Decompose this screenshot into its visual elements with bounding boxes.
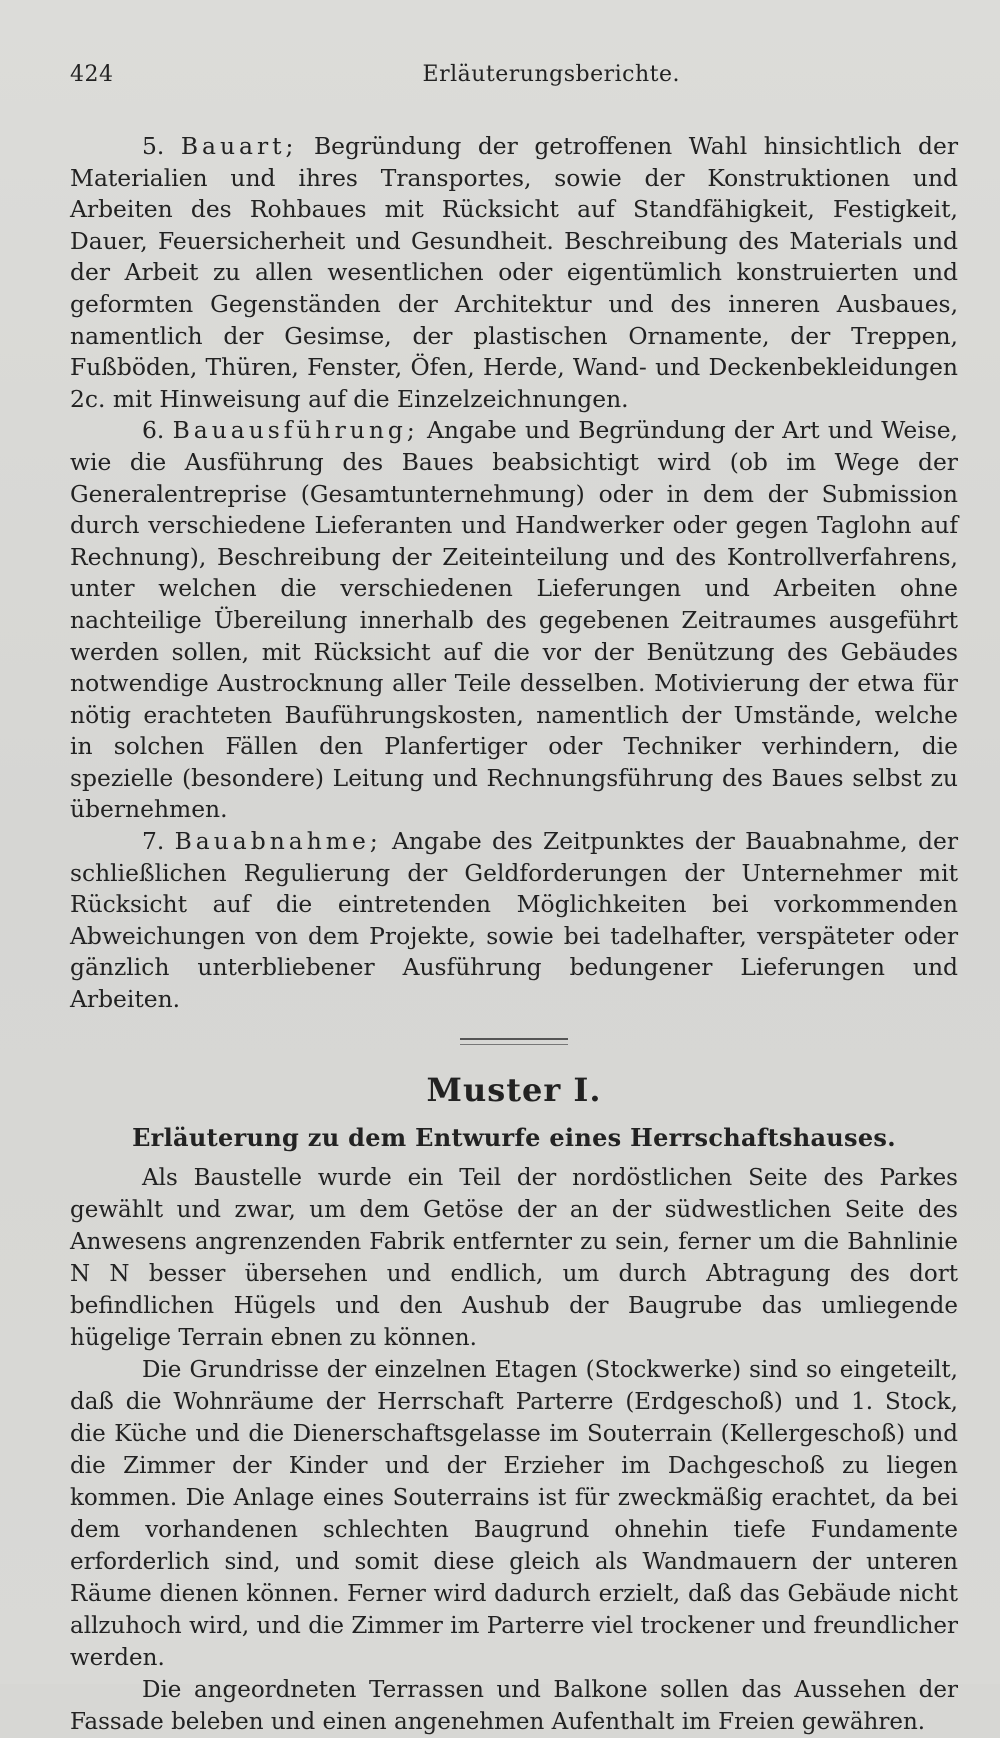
muster-subtitle: Erläuterung zu dem Entwurfe eines Herrschaftshauses. bbox=[132, 1122, 896, 1152]
section-6-keyword: Bauausführung; bbox=[172, 416, 419, 445]
page-number: 424 bbox=[70, 62, 114, 87]
muster-title: Muster I. bbox=[426, 1070, 602, 1109]
running-title: Erläuterungsberichte. bbox=[422, 62, 680, 87]
muster-body bbox=[70, 1162, 958, 1738]
muster-paragraph-3: Die angeordneten Terrassen und Balkone sollen das Aussehen der Fassade beleben und einen angenehmen Aufenthalt im Freien gewähren. bbox=[70, 1676, 958, 1735]
section-6-paragraph bbox=[70, 415, 958, 826]
running-header bbox=[70, 62, 958, 87]
section-6-text: Angabe und Begründung der Art und Weise, wie die Ausführung des Baues beabsichtigt wird (ob im Wege der Generalentreprise (Gesamtunternehmung) oder in dem der Submission durch verschiedene Lieferanten und Handwerker oder gegen Taglohn auf Rechnung), Beschreibung der Zeiteinteilung und des Kontrollverfahrens, unter welchen die verschiedenen Lieferungen und Arbeiten ohne nachteilige Übereilung innerhalb des gegebenen Zeitraumes ausgeführt werden sollen, mit Rücksicht auf die vor der Benützung des Gebäudes notwendige Austrocknung aller Teile desselben. Motivierung der etwa für nötig erachteten Bauführungskosten, namentlich der Umstände, welche in solchen Fällen den Planfertiger oder Techniker verhindern, die spezielle (besondere) Leitung und Rechnungsführung des Baues selbst zu übernehmen. bbox=[70, 416, 958, 824]
muster-paragraph-2: Die Grundrisse der einzelnen Etagen (Stockwerke) sind so eingeteilt, daß die Wohnräume der Herrschaft Parterre (Erdgeschoß) und 1. Stock, die Küche und die Dienerschaftsgelasse im Souterrain (Kellergeschoß) und die Zimmer der Kinder und der Erzieher im Dachgeschoß zu liegen kommen. Die Anlage eines Souterrains ist für zweckmäßig erachtet, da bei dem vorhandenen schlechten Baugrund ohnehin tiefe Fundamente erforderlich sind, und somit diese gleich als Wandmauern der unteren Räume dienen können. Ferner wird dadurch erzielt, daß das Gebäude nicht allzuhoch wird, und die Zimmer im Parterre viel trockener und freundlicher werden. bbox=[70, 1356, 958, 1671]
section-5-number: 5. bbox=[142, 132, 165, 160]
section-7-paragraph bbox=[70, 826, 958, 1016]
section-5-keyword: Bauart; bbox=[180, 132, 298, 160]
section-5-text: Begründung der getroffenen Wahl hinsichtlich der Materialien und ihres Transportes, sowie der Konstruktionen und Arbeiten des Rohbaues mit Rücksicht auf Standfähigkeit, Festigkeit, Dauer, Feuersicherheit und Gesundheit. Beschreibung des Materials und der Arbeit zu allen wesentlichen oder eigentümlich konstruierten und geformten Gegenständen der Architektur und des inneren Ausbaues, namentlich der Gesimse, der plastischen Ornamente, der Treppen, Fußböden, Thüren, Fenster, Öfen, Herde, Wand- und Deckenbekleidungen 2c. mit Hinweisung auf die Einzelzeichnungen. bbox=[70, 132, 958, 413]
decorative-rule bbox=[460, 1038, 568, 1045]
section-7-keyword: Bauabnahme; bbox=[174, 827, 382, 856]
section-7-text: Angabe des Zeitpunktes der Bauabnahme, der schließlichen Regulierung der Geldforderungen der Unternehmer mit Rücksicht auf die eintretenden Möglichkeiten bei vorkommenden Abweichungen von dem Projekte, sowie bei tadelhafter, verspäteter oder gänzlich unterbliebener Ausführung bedungener Lieferungen und Arbeiten. bbox=[70, 827, 959, 1014]
section-6-number: 6. bbox=[142, 416, 165, 445]
section-7-number: 7. bbox=[142, 827, 165, 856]
section-5-paragraph bbox=[70, 131, 958, 415]
muster-paragraph-1: Als Baustelle wurde ein Teil der nordöstlichen Seite des Parkes gewählt und zwar, um dem Getöse der an der südwestlichen Seite des Anwesens angrenzenden Fabrik entfernter zu sein, ferner um die Bahnlinie N N besser übersehen und endlich, um durch Abtragung des dort befindlichen Hügels und den Aushub der Baugrube das umliegende hügelige Terrain ebnen zu können. bbox=[70, 1164, 958, 1351]
